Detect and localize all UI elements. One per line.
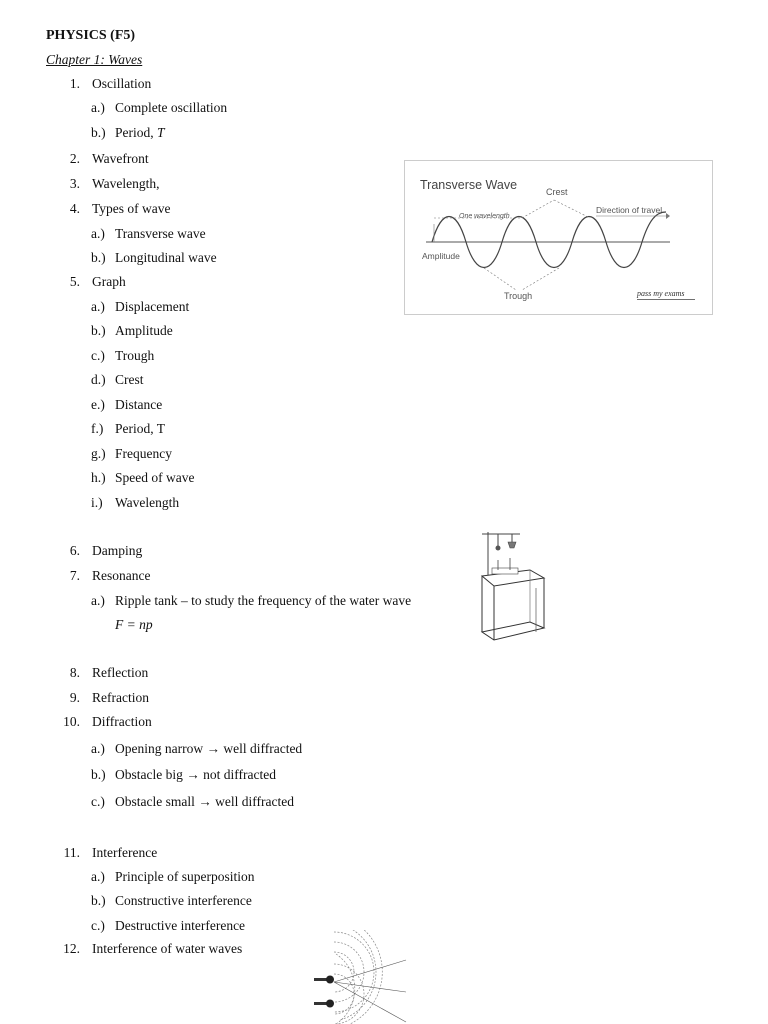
sub-item-letter: g.) <box>91 446 106 461</box>
sub-item-label <box>115 470 194 486</box>
sub-item-letter: c.) <box>91 794 105 809</box>
figure-direction-label: Direction of travel <box>596 205 663 215</box>
page-title: PHYSICS (F5) <box>46 28 136 43</box>
sub-item-text: Wavelength <box>115 495 180 510</box>
sub-item-letter: a.) <box>91 226 105 241</box>
figure-watermark: pass my exams <box>637 289 685 298</box>
figure-wavelength-label: One wavelength <box>459 213 510 220</box>
list-item-label: Interference <box>92 845 158 860</box>
sub-item-text: Constructive interference <box>115 893 252 908</box>
sub-item-text: Frequency <box>115 446 172 461</box>
chapter-heading: Chapter 1: Waves <box>46 52 143 67</box>
sub-item-text: Principle of superposition <box>115 869 255 884</box>
sub-item-label <box>115 893 252 909</box>
sub-item-text: Displacement <box>115 299 190 314</box>
figure-trough-label: Trough <box>504 291 533 301</box>
figure-title: Transverse Wave <box>420 178 518 192</box>
list-item-label: Interference of water waves <box>92 941 243 956</box>
sub-item-label <box>115 299 189 315</box>
list-item-number: 8. <box>69 665 80 680</box>
sub-item-text: Amplitude <box>115 323 173 338</box>
sub-item-label <box>115 446 172 462</box>
list-item-number: 5. <box>69 274 80 289</box>
sub-item-text: Period, T <box>115 421 165 436</box>
list-item-number: 1. <box>69 76 80 91</box>
sub-item-letter: d.) <box>91 372 106 387</box>
sub-item-label <box>115 869 254 885</box>
formula: F = np <box>115 617 153 632</box>
sub-item-symbol: T <box>157 125 165 140</box>
sub-item-letter: b.) <box>91 893 106 908</box>
sub-item-letter: a.) <box>91 593 105 608</box>
interference-waves-figure <box>306 930 410 1024</box>
sub-item-text: Transverse wave <box>115 226 206 241</box>
sub-item-label <box>115 226 206 242</box>
sub-item-label <box>115 495 179 511</box>
list-item-label: Diffraction <box>92 714 152 729</box>
sub-item-label <box>115 348 154 364</box>
sub-item-letter: c.) <box>91 348 105 363</box>
sub-item-letter: b.) <box>91 767 106 782</box>
sub-item-letter: c.) <box>91 918 105 933</box>
sub-item-text: Trough <box>115 348 155 363</box>
sub-item-label <box>115 100 227 116</box>
figure-amplitude-label: Amplitude <box>422 251 460 261</box>
list-item-label: Resonance <box>92 568 151 583</box>
list-item-label: Oscillation <box>92 76 152 91</box>
sub-item-letter: a.) <box>91 869 105 884</box>
list-item-number: 3. <box>69 176 80 191</box>
list-item-number: 11. <box>63 845 80 860</box>
list-item-label: Wavelength, <box>92 176 160 191</box>
sub-item-text: Ripple tank – to study the frequency of the water wave <box>115 593 412 608</box>
sub-item-text: Longitudinal wave <box>115 250 217 265</box>
sub-item-letter: f.) <box>91 421 104 436</box>
list-item-number: 12. <box>63 941 80 956</box>
list-item-number: 9. <box>69 690 80 705</box>
sub-item-text: Destructive interference <box>115 918 246 933</box>
list-item-number: 4. <box>69 201 80 216</box>
sub-item-letter: e.) <box>91 397 105 412</box>
sub-item-text: Period, <box>115 125 157 140</box>
sub-item-letter: b.) <box>91 250 106 265</box>
sub-item-letter: h.) <box>91 470 106 485</box>
sub-item-text: Obstacle small → well diffracted <box>115 794 294 809</box>
sub-item-letter: i.) <box>91 495 103 510</box>
list-item-label: Graph <box>92 274 126 289</box>
list-item-number: 2. <box>69 151 80 166</box>
list-item-number: 10. <box>63 714 80 729</box>
list-item-label: Damping <box>92 543 143 558</box>
sub-item-letter: a.) <box>91 299 105 314</box>
sub-item-text: Complete oscillation <box>115 100 228 115</box>
sub-item-text: Speed of wave <box>115 470 195 485</box>
sub-item-label <box>115 794 294 810</box>
sub-item-label <box>115 397 162 413</box>
sub-item-label <box>115 250 217 266</box>
sub-item-text: Obstacle big → not diffracted <box>115 767 276 782</box>
sub-item-text: Distance <box>115 397 163 412</box>
list-item-label: Types of wave <box>92 201 171 216</box>
sub-item-letter: a.) <box>91 100 105 115</box>
sub-item-label <box>115 125 165 141</box>
sub-item-label <box>115 421 165 437</box>
list-item-label: Wavefront <box>92 151 149 166</box>
sub-item-label <box>115 918 245 934</box>
sub-item-label <box>115 741 302 757</box>
list-item-label: Refraction <box>92 690 149 705</box>
sub-item-label <box>115 593 411 609</box>
sub-item-text: Opening narrow → well diffracted <box>115 741 303 756</box>
sub-item-letter: a.) <box>91 741 105 756</box>
sub-item-label <box>115 372 144 388</box>
sub-item-label <box>115 767 276 783</box>
sub-item-letter: b.) <box>91 125 106 140</box>
sub-item-letter: b.) <box>91 323 106 338</box>
list-item-label: Reflection <box>92 665 149 680</box>
transverse-wave-figure <box>404 160 714 316</box>
list-item-number: 7. <box>69 568 80 583</box>
sub-item-label <box>115 323 173 339</box>
sub-item-text: Crest <box>115 372 144 387</box>
list-item-number: 6. <box>69 543 80 558</box>
figure-crest-label: Crest <box>546 187 568 197</box>
ripple-tank-figure <box>474 528 552 644</box>
